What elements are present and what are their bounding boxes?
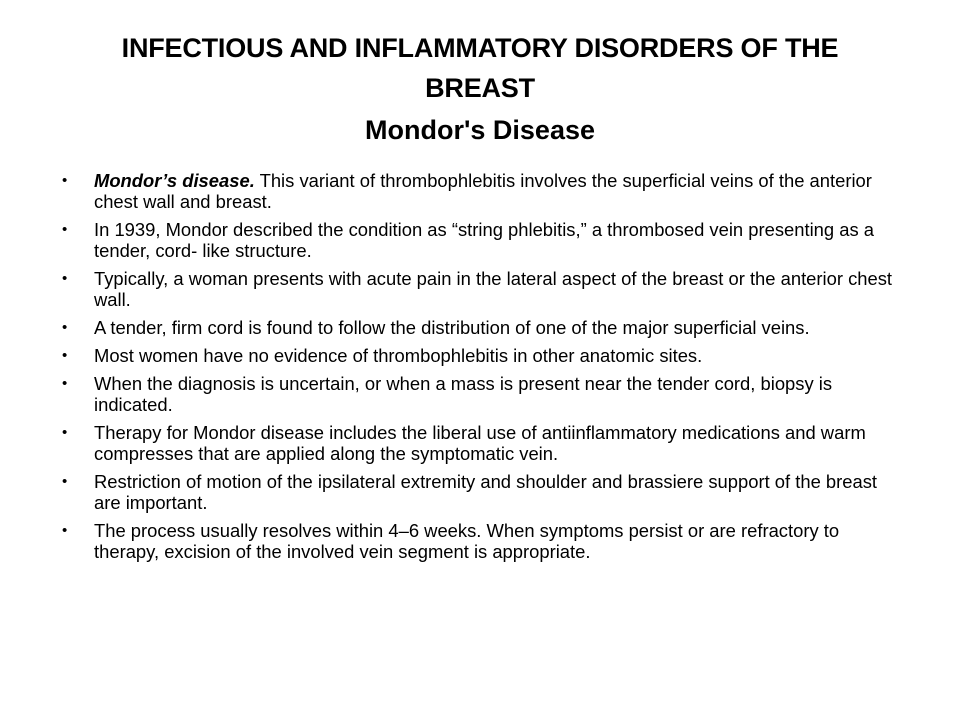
bullet-marker: • bbox=[62, 473, 68, 490]
bullet-marker: • bbox=[62, 522, 68, 539]
bullet-item bbox=[62, 345, 902, 366]
bullet-text: When the diagnosis is uncertain, or when a mass is present near the tender cord, biopsy is indicated. bbox=[94, 373, 833, 415]
bullet-lead: Mondor’s disease. bbox=[94, 170, 255, 191]
bullet-item bbox=[62, 317, 902, 338]
bullet-marker: • bbox=[62, 270, 68, 287]
bullet-marker: • bbox=[62, 172, 68, 189]
bullet-text: Typically, a woman presents with acute pain in the lateral aspect of the breast or the anterior chest wall. bbox=[94, 268, 893, 310]
bullet-text: Most women have no evidence of thrombophlebitis in other anatomic sites. bbox=[94, 345, 703, 366]
bullet-list bbox=[62, 170, 902, 569]
bullet-text: This variant of thrombophlebitis involves the superficial veins of the anterior chest wall and breast. bbox=[94, 170, 872, 212]
bullet-item bbox=[62, 471, 902, 513]
bullet-marker: • bbox=[62, 347, 68, 364]
title-line-1: INFECTIOUS AND INFLAMMATORY DISORDERS OF THE bbox=[121, 33, 839, 63]
bullet-marker: • bbox=[62, 221, 68, 238]
bullet-item bbox=[62, 170, 902, 212]
bullet-item bbox=[62, 268, 902, 310]
bullet-text: Restriction of motion of the ipsilateral extremity and shoulder and brassiere support of the breast are important. bbox=[94, 471, 878, 513]
bullet-item bbox=[62, 422, 902, 464]
bullet-item bbox=[62, 520, 902, 562]
bullet-marker: • bbox=[62, 375, 68, 392]
bullet-text: A tender, firm cord is found to follow the distribution of one of the major superficial veins. bbox=[94, 317, 810, 338]
bullet-text: In 1939, Mondor described the condition as “string phlebitis,” a thrombosed vein presenting as a tender, cord- like structure. bbox=[94, 219, 875, 261]
bullet-marker: • bbox=[62, 424, 68, 441]
slide-subtitle: Mondor's Disease bbox=[365, 115, 595, 145]
bullet-marker: • bbox=[62, 319, 68, 336]
bullet-text: The process usually resolves within 4–6 weeks. When symptoms persist or are refractory to therapy, excision of the involved vein segment is appropriate. bbox=[94, 520, 840, 562]
bullet-item bbox=[62, 219, 902, 261]
bullet-text: Therapy for Mondor disease includes the liberal use of antiinflammatory medications and warm compresses that are applied along the symptomatic vein. bbox=[94, 422, 866, 464]
slide-title bbox=[40, 28, 920, 151]
title-line-2: BREAST bbox=[425, 73, 535, 103]
bullet-item bbox=[62, 373, 902, 415]
